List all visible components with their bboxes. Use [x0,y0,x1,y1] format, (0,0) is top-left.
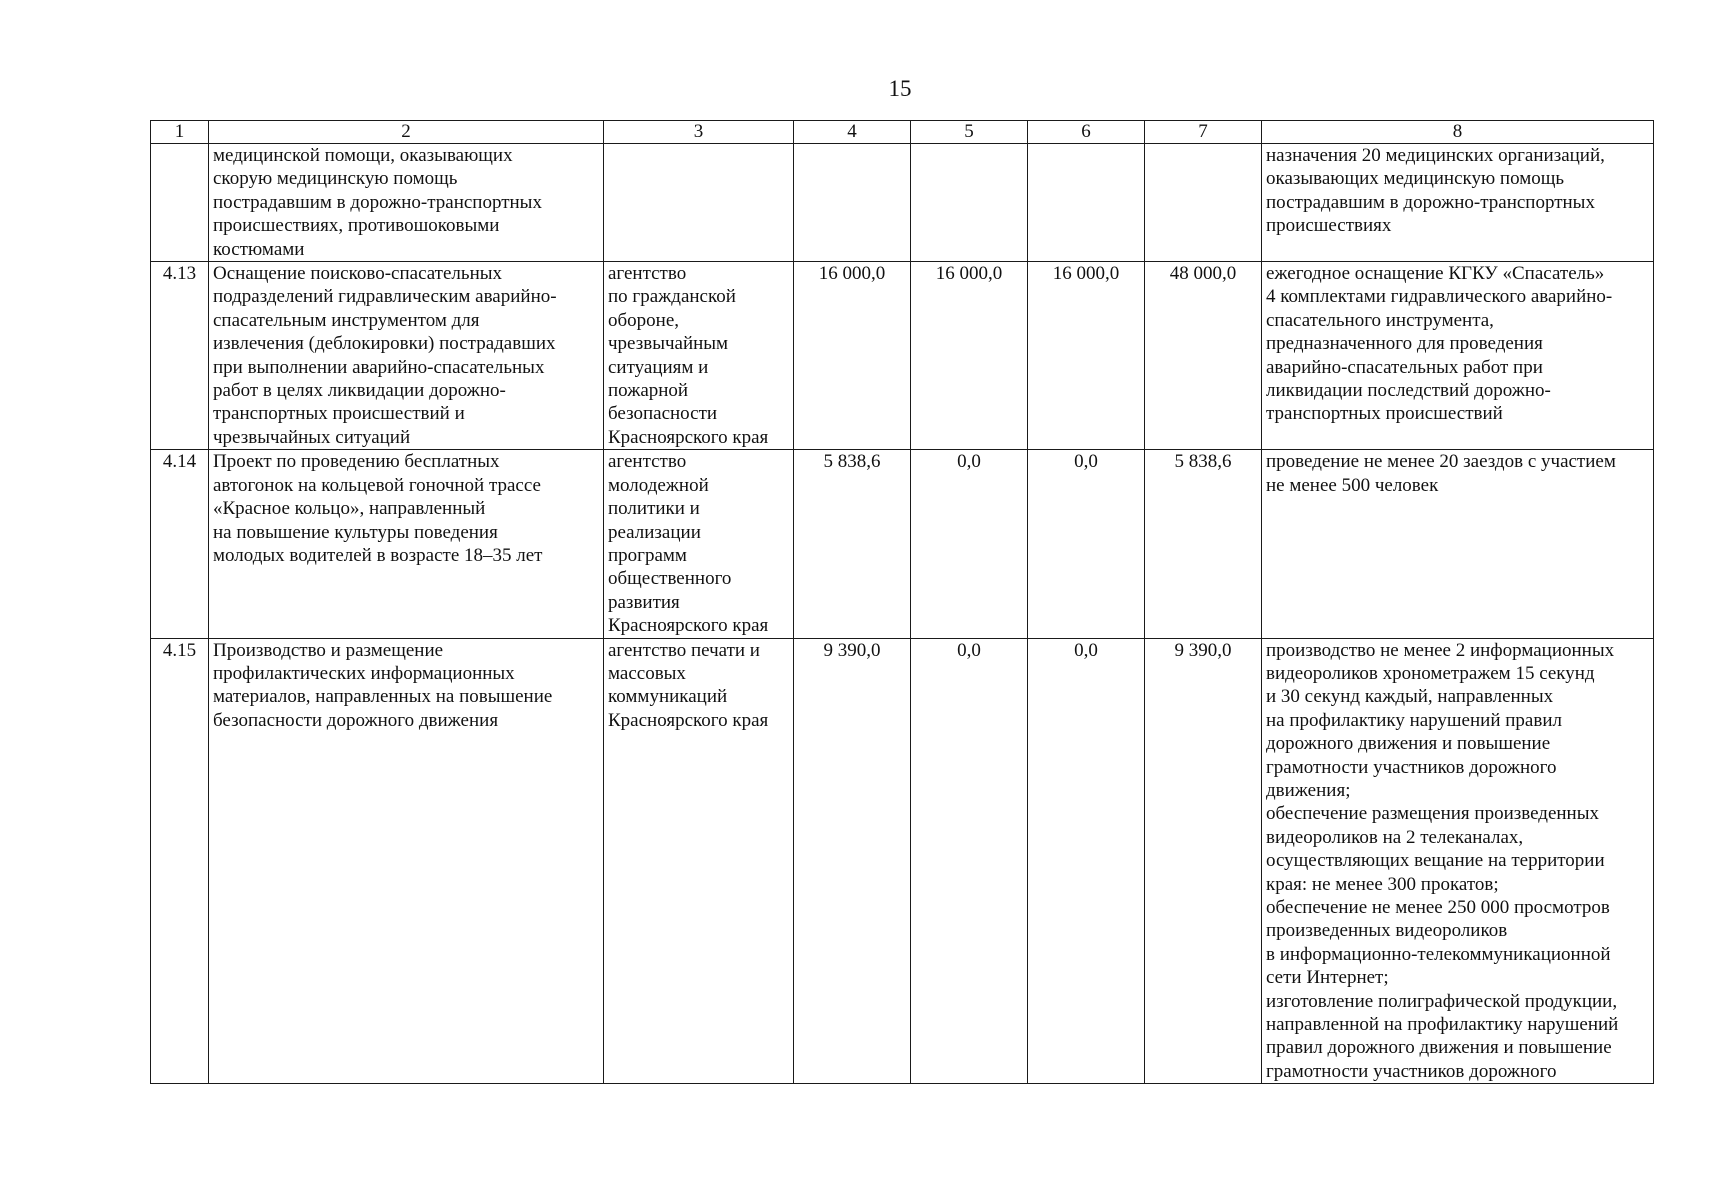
funding-year2-cell: 0,0 [911,638,1028,1084]
table-row [151,638,1654,1084]
cell-text-line: Красноярского края [608,709,769,731]
expected-result-cell [1262,144,1654,262]
cell-text-line: реализации [608,521,701,543]
executor-cell [604,262,794,450]
cell-text-line: края: не менее 300 прокатов; [1266,873,1499,895]
funding-year2-cell [911,144,1028,262]
executor-cell [604,144,794,262]
activity-name-cell [209,262,604,450]
column-number-header: 5 [911,121,1028,144]
cell-text-line: программ [608,544,687,566]
item-number-cell: 4.15 [151,638,209,1084]
cell-text-line: на повышение культуры поведения [213,521,498,543]
cell-text-line: пострадавшим в дорожно-транспортных [1266,191,1595,213]
column-number-header: 2 [209,121,604,144]
funding-year3-cell [1028,144,1145,262]
table-row [151,144,1654,262]
cell-text-line: движения; [1266,779,1351,801]
funding-year1-cell [794,144,911,262]
cell-text-line: Оснащение поисково-спасательных [213,263,502,285]
funding-year1-cell: 9 390,0 [794,638,911,1084]
expected-result-cell [1262,638,1654,1084]
cell-text-line: спасательного инструмента, [1266,309,1494,331]
column-number-row [151,121,1654,144]
cell-text-line: пожарной [608,380,689,402]
cell-text-line: извлечения (деблокировки) пострадавших [213,333,556,355]
cell-text-line: медицинской помощи, оказывающих [213,145,513,166]
cell-text-line: направленной на профилактику нарушений [1266,1014,1619,1036]
cell-text-line: происшествиях [1266,215,1392,237]
cell-text-line: пострадавшим в дорожно-транспортных [213,191,542,213]
column-number-header: 8 [1262,121,1654,144]
item-number-cell: 4.13 [151,262,209,450]
activity-name-cell [209,638,604,1084]
cell-text-line: грамотности участников дорожного [1266,756,1557,778]
cell-text-line: агентство [608,263,687,285]
cell-text-line: оказывающих медицинскую помощь [1266,168,1565,190]
cell-text-line: проведение не менее 20 заездов с участием [1266,451,1616,473]
cell-text-line: грамотности участников дорожного [1266,1060,1557,1082]
cell-text-line: ликвидации последствий дорожно- [1266,380,1551,402]
cell-text-line: политики и [608,498,700,520]
cell-text-line: Красноярского края [608,426,769,448]
cell-text-line: коммуникаций [608,686,728,708]
item-number-cell: 4.14 [151,450,209,638]
cell-text-line: профилактических информационных [213,662,515,684]
cell-text-line: дорожного движения и повышение [1266,733,1551,755]
cell-text-line: обеспечение размещения произведенных [1266,803,1599,825]
cell-text-line: «Красное кольцо», направленный [213,498,486,520]
page-number: 15 [888,76,912,101]
cell-text-line: не менее 500 человек [1266,474,1439,496]
column-number-header: 4 [794,121,911,144]
item-number-cell [151,144,209,262]
cell-text-line: ситуациям и [608,356,709,378]
activity-name-cell [209,144,604,262]
funding-year3-cell: 16 000,0 [1028,262,1145,450]
cell-text-line: сети Интернет; [1266,967,1389,989]
activity-name-cell [209,450,604,638]
cell-text-line: при выполнении аварийно-спасательных [213,356,545,378]
cell-text-line: костюмами [213,238,305,260]
funding-year3-cell: 0,0 [1028,638,1145,1084]
funding-year3-cell: 0,0 [1028,450,1145,638]
cell-text-line: предназначенного для проведения [1266,333,1543,355]
cell-text-line: на профилактику нарушений правил [1266,709,1562,731]
cell-text-line: видеороликов хронометражем 15 секунд [1266,662,1595,684]
cell-text-line: правил дорожного движения и повышение [1266,1037,1612,1059]
cell-text-line: чрезвычайным [608,333,729,355]
cell-text-line: чрезвычайных ситуаций [213,426,411,448]
cell-text-line: Производство и размещение [213,639,444,661]
cell-text-line: подразделений гидравлическим аварийно- [213,286,557,308]
funding-year1-cell: 16 000,0 [794,262,911,450]
cell-text-line: 4 комплектами гидравлического аварийно- [1266,286,1613,308]
table-row [151,262,1654,450]
cell-text-line: транспортных происшествий и [213,403,465,425]
cell-text-line: производство не менее 2 информационных [1266,639,1615,661]
cell-text-line: осуществляющих вещание на территории [1266,850,1605,872]
cell-text-line: развития [608,591,680,613]
cell-text-line: скорую медицинскую помощь [213,168,458,190]
funding-year2-cell: 0,0 [911,450,1028,638]
cell-text-line: массовых [608,662,686,684]
cell-text-line: по гражданской [608,286,736,308]
funding-year1-cell: 5 838,6 [794,450,911,638]
cell-text-line: ежегодное оснащение КГКУ «Спасатель» [1266,263,1605,285]
cell-text-line: работ в целях ликвидации дорожно- [213,380,506,402]
cell-text-line: в информационно-телекоммуникационной [1266,943,1611,965]
cell-text-line: молодежной [608,474,709,496]
cell-text-line: изготовление полиграфической продукции, [1266,990,1618,1012]
column-number-header: 7 [1145,121,1262,144]
funding-total-cell: 48 000,0 [1145,262,1262,450]
cell-text-line: назначения 20 медицинских организаций, [1266,145,1605,166]
cell-text-line: общественного [608,568,732,590]
cell-text-line: автогонок на кольцевой гоночной трассе [213,474,541,496]
program-activities-table [150,120,1654,1084]
table-body [151,144,1654,1084]
expected-result-cell [1262,262,1654,450]
cell-text-line: Красноярского края [608,615,769,637]
cell-text-line: произведенных видеороликов [1266,920,1508,942]
cell-text-line: и 30 секунд каждый, направленных [1266,686,1554,708]
expected-result-cell [1262,450,1654,638]
cell-text-line: транспортных происшествий [1266,403,1503,425]
cell-text-line: безопасности дорожного движения [213,709,499,731]
funding-total-cell [1145,144,1262,262]
cell-text-line: агентство печати и [608,639,760,661]
cell-text-line: агентство [608,451,687,473]
cell-text-line: обеспечение не менее 250 000 просмотров [1266,897,1610,918]
cell-text-line: аварийно-спасательных работ при [1266,356,1543,378]
funding-total-cell: 5 838,6 [1145,450,1262,638]
funding-year2-cell: 16 000,0 [911,262,1028,450]
cell-text-line: безопасности [608,403,718,425]
column-number-header: 3 [604,121,794,144]
cell-text-line: происшествиях, противошоковыми [213,215,500,237]
cell-text-line: видеороликов на 2 телеканалах, [1266,826,1524,848]
cell-text-line: спасательным инструментом для [213,309,480,331]
cell-text-line: материалов, направленных на повышение [213,686,553,708]
table-row [151,450,1654,638]
cell-text-line: молодых водителей в возрасте 18–35 лет [213,544,543,566]
cell-text-line: Проект по проведению бесплатных [213,451,500,473]
column-number-header: 1 [151,121,209,144]
executor-cell [604,450,794,638]
funding-total-cell: 9 390,0 [1145,638,1262,1084]
column-number-header: 6 [1028,121,1145,144]
cell-text-line: обороне, [608,309,680,331]
executor-cell [604,638,794,1084]
